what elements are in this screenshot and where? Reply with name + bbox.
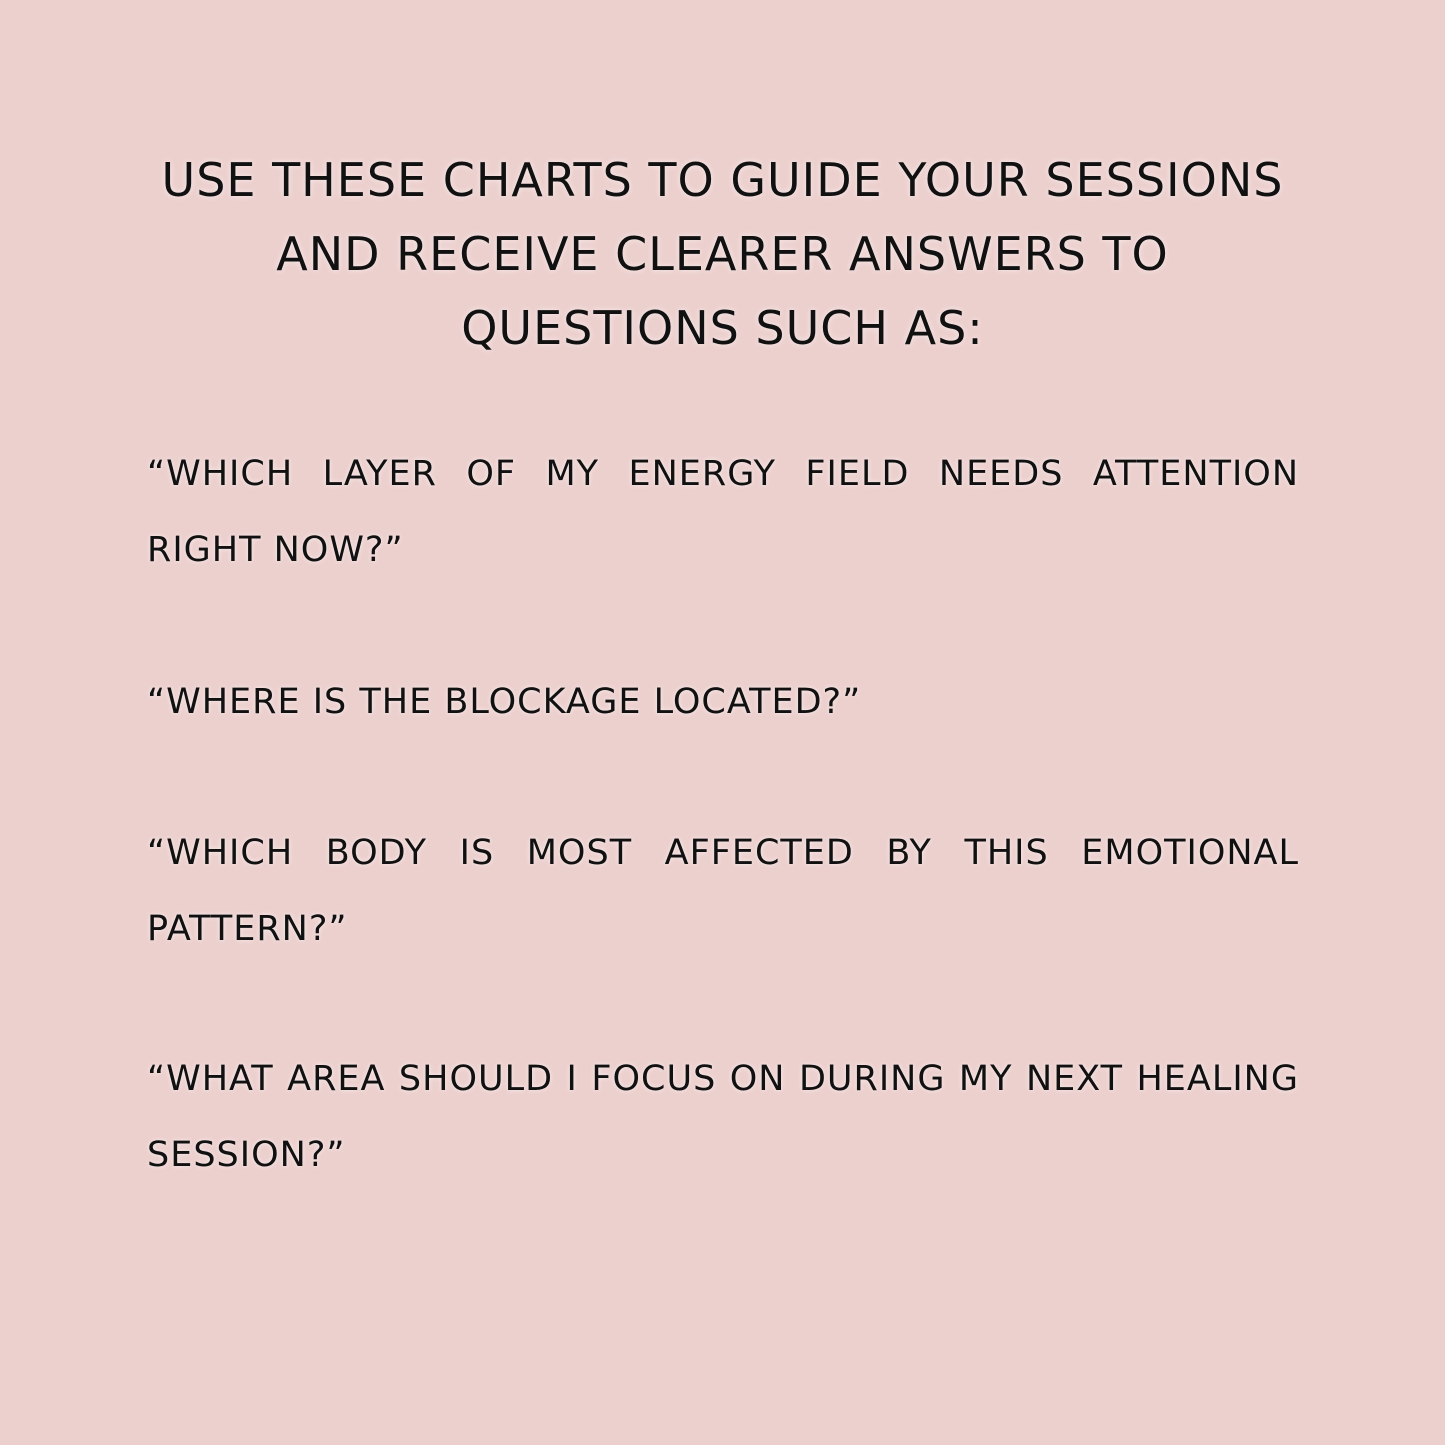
page-heading: USE THESE CHARTS TO GUIDE YOUR SESSIONS AND RECEIVE CLEARER ANSWERS TO QUESTIONS SUCH AS: [161,153,1284,355]
question-item: “WHICH LAYER OF MY ENERGY FIELD NEEDS ATTENTION RIGHT NOW?” [147,454,1299,570]
question-item: “WHAT AREA SHOULD I FOCUS ON DURING MY NEXT HEALING SESSION?” [147,1059,1299,1175]
question-item: “WHERE IS THE BLOCKAGE LOCATED?” [147,682,862,722]
question-item: “WHICH BODY IS MOST AFFECTED BY THIS EMOTIONAL PATTERN?” [147,833,1299,949]
